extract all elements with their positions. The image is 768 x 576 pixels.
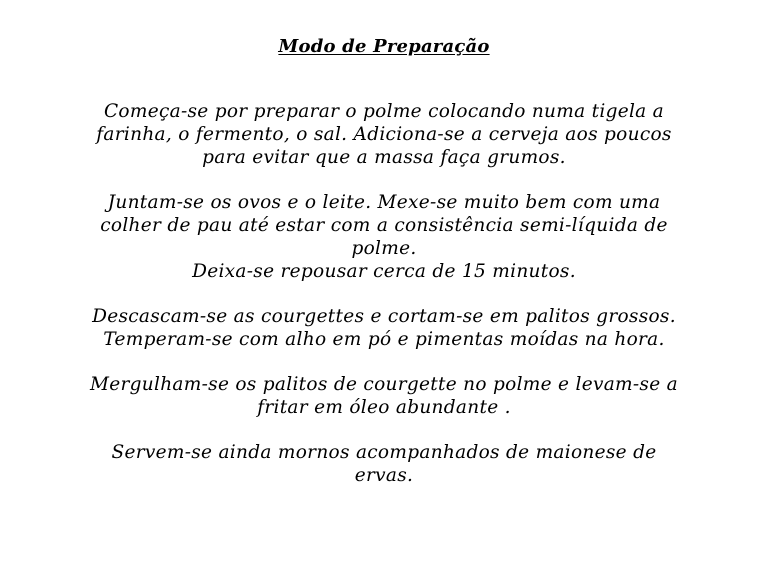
text-line: Temperam-se com alho em pó e pimentas moídas na hora. [103, 329, 665, 350]
text-line: para evitar que a massa faça grumos. [202, 147, 566, 168]
page-title: Modo de Preparação [278, 36, 490, 57]
text-line: Deixa-se repousar cerca de 15 minutos. [192, 261, 576, 282]
instruction-paragraph-serving [40, 441, 728, 487]
text-line: ervas. [354, 465, 414, 486]
instruction-paragraph-frying [40, 373, 728, 419]
instruction-paragraph-eggs [40, 191, 728, 283]
text-line: Juntam-se os ovos e o leite. Mexe-se muito bem com uma [107, 192, 661, 213]
instruction-paragraph-batter [40, 100, 728, 169]
text-line: Descascam-se as courgettes e cortam-se em palitos grossos. [92, 306, 676, 327]
instruction-paragraph-courgettes [40, 305, 728, 351]
text-line: Mergulham-se os palitos de courgette no polme e levam-se a [90, 374, 678, 395]
text-line: Começa-se por preparar o polme colocando numa tigela a [103, 101, 665, 122]
text-line: Servem-se ainda mornos acompanhados de maionese de [111, 442, 657, 463]
text-line: polme. [351, 238, 417, 259]
text-line: fritar em óleo abundante . [257, 397, 511, 418]
preparation-instructions [40, 100, 728, 509]
text-line: colher de pau até estar com a consistência semi-líquida de [100, 215, 668, 236]
text-line: farinha, o fermento, o sal. Adiciona-se a cerveja aos poucos [96, 124, 672, 145]
